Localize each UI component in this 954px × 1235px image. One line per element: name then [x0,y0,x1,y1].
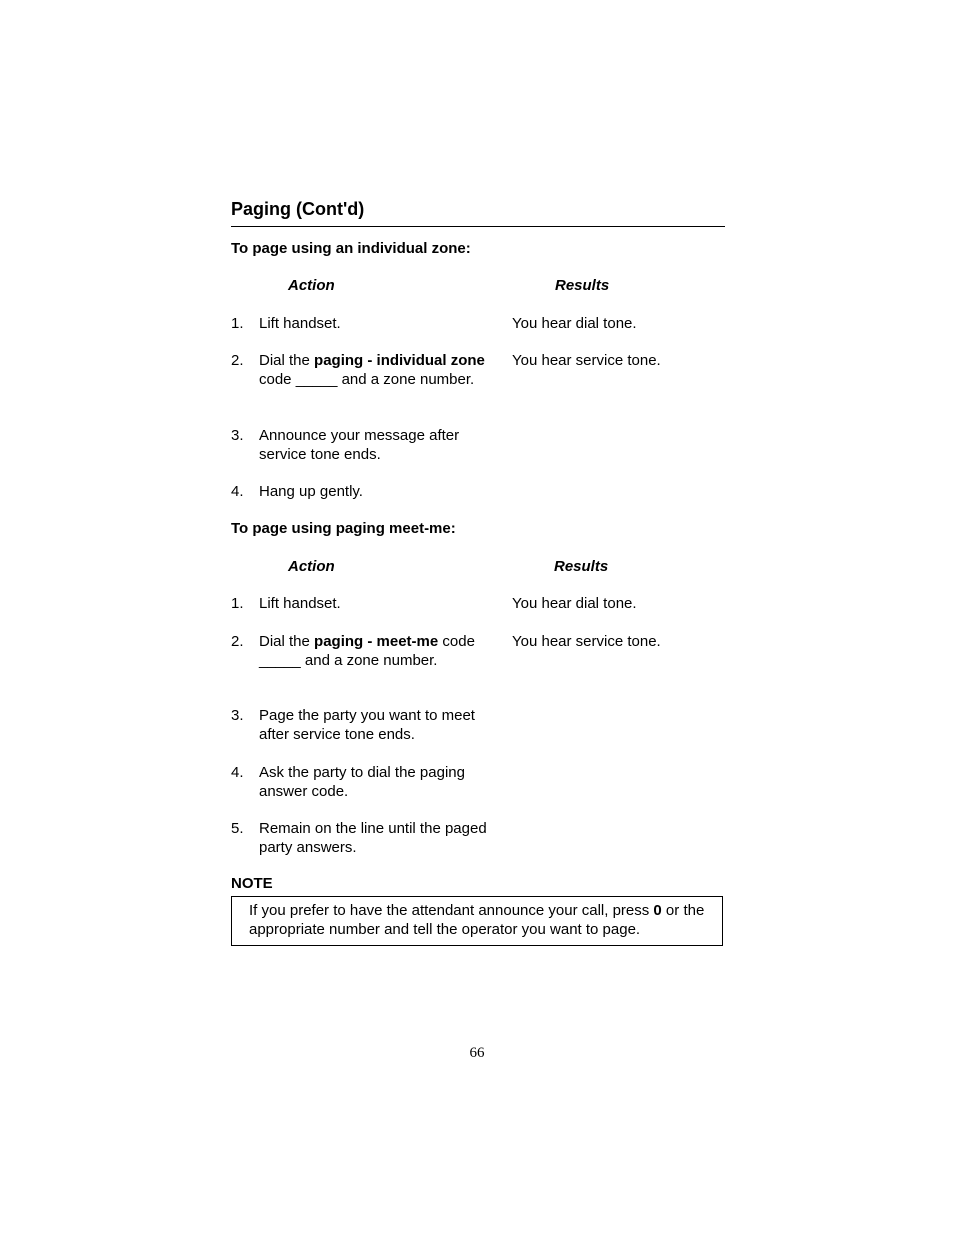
note-label: NOTE [231,875,273,892]
section-heading-individual-zone: To page using an individual zone: [231,240,471,257]
step-number: 2. [231,633,244,650]
action-column-header: Action [288,277,335,294]
step-text: Ask the party to dial the paging answer code. [259,764,465,800]
step-text: Dial the paging - meet-me code _____ and a zone number. [259,633,475,669]
step-2-result: You hear service tone. [512,633,661,650]
step-number: 3. [231,707,244,724]
step-text: Lift handset. [259,595,341,612]
step-1 [231,315,491,334]
step-3 [231,707,491,744]
step-text: Page the party you want to meet after service tone ends. [259,707,475,743]
page-title: Paging (Cont'd) [231,199,365,219]
step-number: 2. [231,352,244,369]
page-number: 66 [469,1045,485,1061]
step-text: Lift handset. [259,315,341,332]
action-column-header: Action [288,558,335,575]
step-text: Announce your message after service tone ends. [259,427,460,463]
step-2-result: You hear service tone. [512,352,661,369]
step-number: 3. [231,427,244,444]
title-rule [231,226,725,227]
step-3 [231,427,491,464]
step-number: 4. [231,764,244,781]
step-number: 1. [231,315,244,332]
step-text: Remain on the line until the paged party answers. [259,820,487,856]
step-number: 1. [231,595,244,612]
step-1-result: You hear dial tone. [512,315,637,332]
step-5 [231,820,491,857]
step-text: Dial the paging - individual zone code _____ and a zone number. [259,352,485,388]
step-2 [231,633,491,670]
note-box: If you prefer to have the attendant announce your call, press 0 or the appropriate number and tell the operator you want to page. [231,896,723,946]
results-column-header: Results [555,277,610,294]
step-1-result: You hear dial tone. [512,595,637,612]
step-4 [231,764,491,801]
step-number: 5. [231,820,244,837]
section-heading-meet-me: To page using paging meet-me: [231,520,456,537]
results-column-header: Results [554,558,609,575]
step-1 [231,595,491,614]
step-2 [231,352,491,389]
step-text: Hang up gently. [259,483,363,500]
step-4 [231,483,491,502]
step-number: 4. [231,483,244,500]
